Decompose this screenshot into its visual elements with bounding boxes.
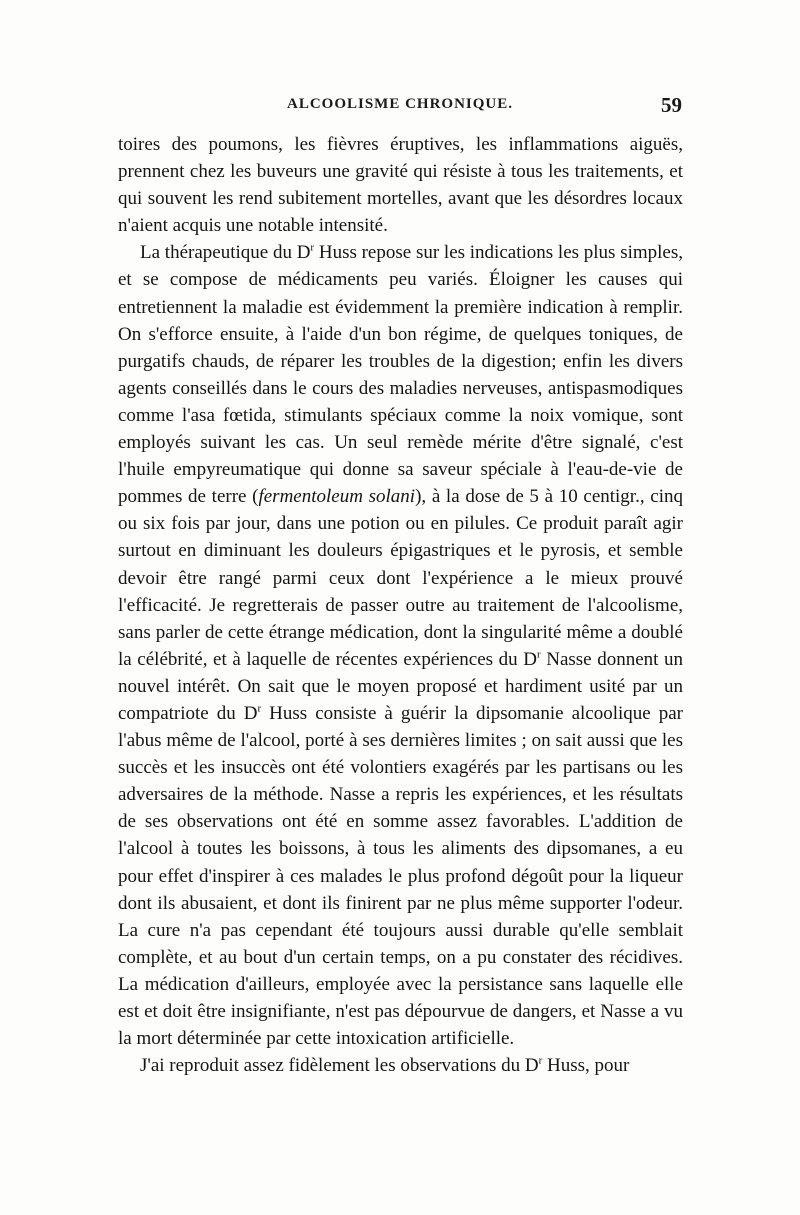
superscript-doctor: r <box>536 648 541 661</box>
text-segment: Huss consiste à guérir la dipsomanie alcoolique par l'abus même de l'alcool, porté à ses dernières limites ; on sait aussi que les succès et les insuccès ont été volontiers exagérés par les partisans ou les adversaires de la méthode. Nasse a repris les expériences, et les résultats de ses observations ont été en somme assez favorables. L'addition de l'alcool à toutes les boissons, à tous les aliments des dipsomanes, a eu pour effet d'inspirer à ces malades le plus profond dégoût pour la liqueur dont ils abusaient, et dont ils finirent par ne plus même supporter l'odeur. La cure n'a pas cependant été toujours aussi durable qu'elle semblait complète, et au bout d'un certain temps, on a pu constater des récidives. La médication d'ailleurs, employée avec la persistance sans laquelle elle est et doit être insignifiante, n'est pas dépourvue de dangers, et Nasse a vu la mort déterminée par cette intoxication artificielle. <box>118 702 683 1050</box>
text-segment: La thérapeutique du D <box>140 242 311 264</box>
italic-latin-term: fermentoleum solani <box>258 486 416 508</box>
superscript-doctor: r <box>257 702 262 715</box>
text-segment: J'ai reproduit assez fidèlement les observations du D <box>140 1055 539 1077</box>
page-header <box>118 93 682 126</box>
text-segment: Huss repose sur les indications les plus simples, et se compose de médicaments peu variés. Éloigner les causes qui entretiennent la maladie est évidemment la première indication à remplir. On s'efforce ensuite, à l'aide d'un bon régime, de quelques toniques, de purgatifs chauds, de réparer les troubles de la digestion; enfin les divers agents conseillés dans le cours des maladies nerveuses, antispasmodiques comme l'asa fœtida, stimulants spéciaux comme la noix vomique, sont employés suivant les cas. Un seul remède mérite d'être signalé, c'est l'huile empyreumatique qui donne sa saveur spéciale à l'eau-de-vie de pommes de terre ( <box>118 242 684 508</box>
text-segment: ), à la dose de 5 à 10 centigr., cinq ou six fois par jour, dans une potion ou en pilules. Ce produit paraît agir surtout en diminuant les douleurs épigastriques et le pyrosis, et semble devoir être rangé parmi ceux dont l'expérience a le mieux prouvé l'efficacité. Je regretterais de passer outre au traitement de l'alcoolisme, sans parler de cette étrange médication, dont la singularité même a doublé la célébrité, et à laquelle de récentes expériences du D <box>118 486 683 670</box>
body-text <box>118 131 683 1079</box>
running-title: ALCOOLISME CHRONIQUE. <box>286 96 514 112</box>
paragraph-continued: toires des poumons, les fièvres éruptives, les inflammations aiguës, prennent chez les buveurs une gravité qui résiste à tous les traitements, et qui souvent les rend subitement mortelles, avant que les désordres locaux n'aient acquis une notable intensité. <box>118 134 683 237</box>
superscript-doctor: r <box>310 242 315 255</box>
text-segment: Nasse donnent un nouvel intérêt. On sait que le moyen proposé et hardiment usité par un compatriote du D <box>118 648 683 724</box>
paragraph-therapeutics <box>118 239 683 1052</box>
superscript-doctor: r <box>538 1054 543 1067</box>
text-segment: Huss, pour <box>542 1055 630 1077</box>
paragraph-closing <box>118 1052 683 1079</box>
page-number: 59 <box>661 93 682 117</box>
